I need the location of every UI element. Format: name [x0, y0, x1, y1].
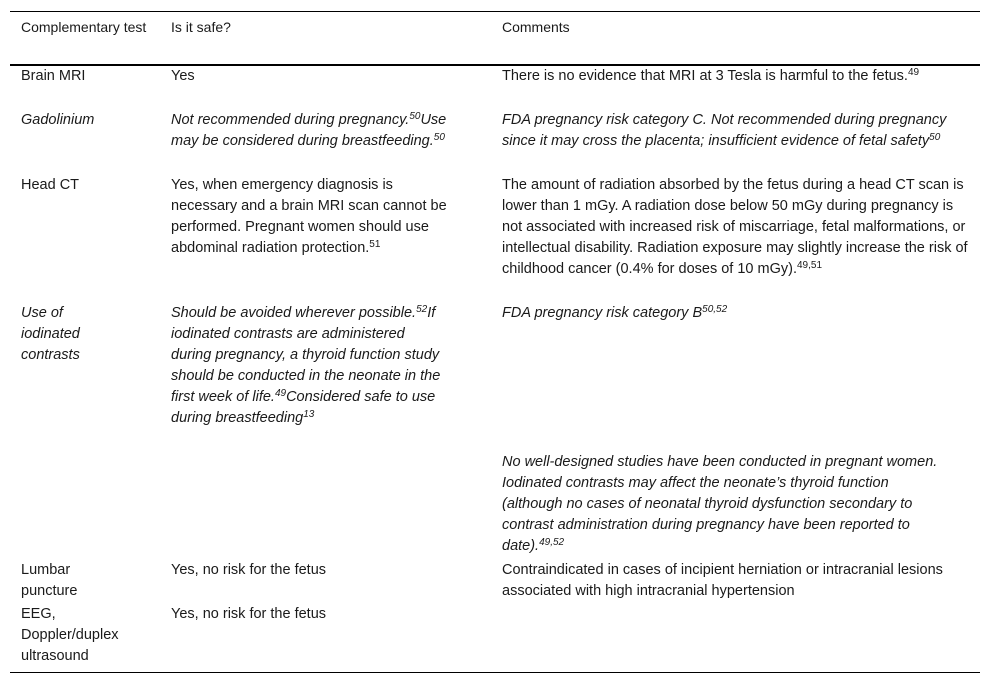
row-head-ct-test: Head CT — [21, 177, 80, 193]
row-gadolinium-safe: Not recommended during pregnancy.$^{50}$Use may be considered during breastfeeding.$^{50}$ — [171, 111, 447, 149]
row-lumbar-puncture-safe: Yes, no risk for the fetus — [171, 562, 327, 578]
table-top-rule — [10, 11, 980, 12]
row-brain-mri-test: Brain MRI — [21, 68, 86, 84]
row-iodinated-comment-1: FDA pregnancy risk category B$^{50,52}$ — [502, 304, 728, 321]
row-gadolinium-comment: FDA pregnancy risk category C. Not recommended during pregnancy since it may cross the placenta; insufficient evidence of fetal safety$^{50}$ — [502, 112, 947, 149]
row-head-ct-safe: Yes, when emergency diagnosis is necessary and a brain MRI scan cannot be performed. Pregnant women should use abdominal radiation protection.$^{51}$ — [171, 177, 447, 256]
row-lumbar-puncture-test: Lumbar puncture — [21, 562, 78, 599]
row-eeg-test: EEG, Doppler/duplex ultrasound — [21, 606, 119, 664]
row-iodinated-comment-2: No well-designed studies have been conducted in pregnant women. Iodinated contrasts may affect the neonate’s thyroid function (although no cases of neonatal thyroid dysfunction secondary to contrast administration during pregnancy have been reported to date).$^{49,52}$ — [502, 454, 938, 554]
row-brain-mri-safe: Yes — [171, 68, 195, 84]
row-lumbar-puncture-comment: Contraindicated in cases of incipient herniation or intracranial lesions associated with high intracranial hypertension — [502, 562, 943, 599]
row-eeg-safe: Yes, no risk for the fetus — [171, 606, 327, 622]
row-brain-mri-comment: There is no evidence that MRI at 3 Tesla is harmful to the fetus.$^{49}$ — [502, 67, 920, 84]
table-bottom-rule — [10, 672, 980, 673]
header-comments: Comments — [502, 19, 570, 35]
row-head-ct-comment: The amount of radiation absorbed by the fetus during a head CT scan is lower than 1 mGy. A radiation dose below 50 mGy during pregnancy is not associated with increased risk of miscarriage, fetal malformations, or intellectual disability. Radiation exposure may slightly increase the risk of childhood cancer (0.4% for doses of 10 mGy).$^{49,51}$ — [502, 177, 968, 277]
row-iodinated-safe: Should be avoided wherever possible.$^{52}$If iodinated contrasts are administered during pregnancy, a thyroid function study should be conducted in the neonate in the first week of life.$^{49}$Considered safe to use during breastfeeding$^{13}$ — [171, 304, 441, 426]
header-safe: Is it safe? — [171, 19, 231, 35]
header-test: Complementary test — [21, 19, 147, 35]
row-gadolinium-test: Gadolinium — [21, 112, 95, 128]
row-iodinated-test: Use of iodinated contrasts — [21, 305, 80, 363]
